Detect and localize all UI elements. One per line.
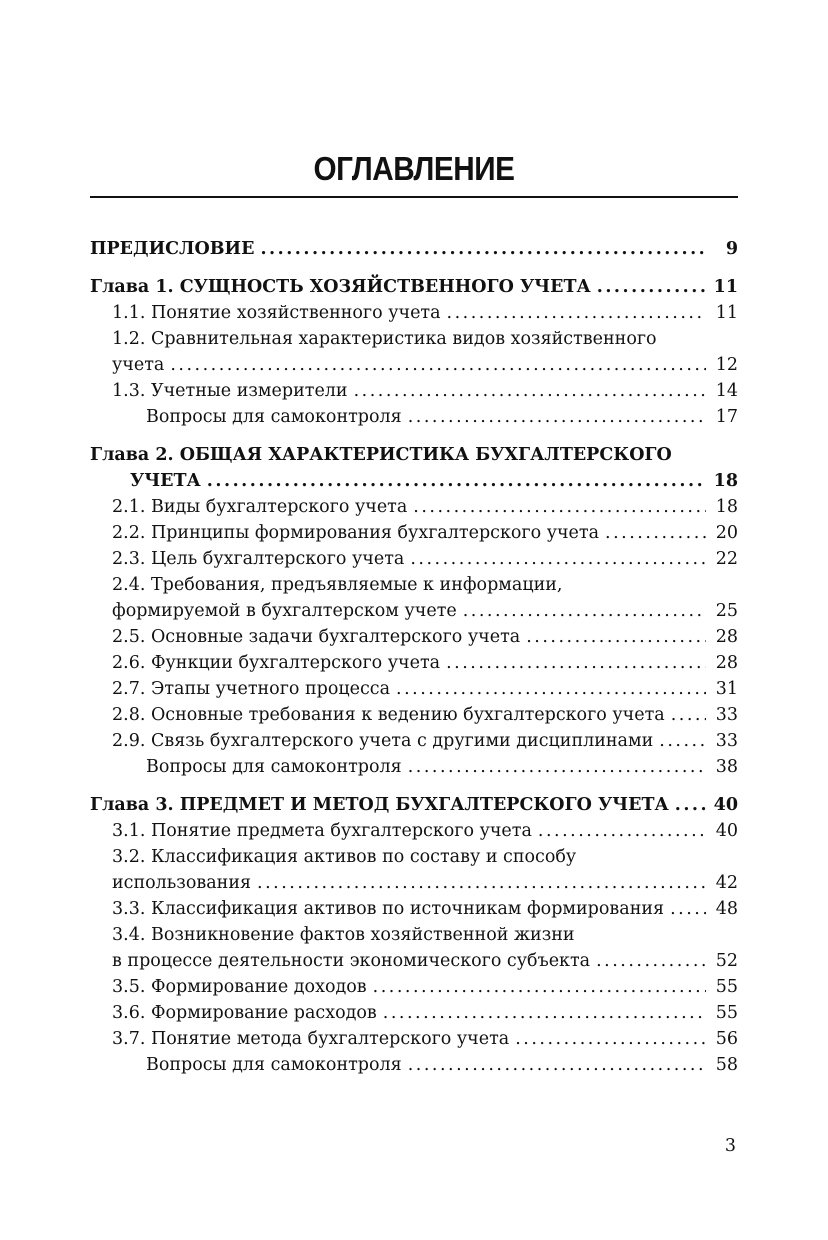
toc-section-entry[interactable] [112,650,738,676]
toc-section-entry[interactable] [112,378,738,404]
toc-entry-title-line: 3.1. Понятие предмета бухгалтерского учета [112,821,532,841]
toc-entry-title-line: 3.4. Возникновение фактов хозяйственной жизни [112,925,575,945]
toc-page-number: 9 [725,239,738,259]
toc-section-entry[interactable] [112,520,738,546]
toc-page-number: 25 [715,601,738,621]
dot-leader [671,702,706,728]
toc-questions-entry[interactable] [146,1052,738,1078]
toc-questions-entry[interactable] [146,754,738,780]
toc-chapter-entry[interactable] [90,792,738,818]
toc-section-entry[interactable] [112,572,738,624]
toc-section-entry[interactable] [112,728,738,754]
toc-entry-title-line: 1.2. Сравнительная характеристика видов хозяйственного [112,329,657,349]
dot-leader [410,546,706,572]
toc-questions-entry[interactable] [146,404,738,430]
toc-entry-title-line: 3.3. Классификация активов по источникам формирования [112,899,665,919]
toc-section-entry[interactable] [112,326,738,378]
toc-page-number: 52 [715,951,738,971]
dot-leader [257,870,706,896]
toc-page-number: 58 [715,1055,738,1075]
toc-entry-title-line: 3.7. Понятие метода бухгалтерского учета [112,1029,510,1049]
toc-entry-title-line: 2.2. Принципы формирования бухгалтерского учета [112,523,600,543]
dot-leader [408,404,706,430]
toc-page-number: 40 [713,795,738,815]
toc-entry-title-line: 3.6. Формирование расходов [112,1003,377,1023]
toc-chapter-entry[interactable] [90,442,738,494]
toc-entry-title-line: 2.5. Основные задачи бухгалтерского учета [112,627,521,647]
toc-entry-title-line: использования [112,873,252,893]
dot-leader [383,1000,706,1026]
toc-section-entry[interactable] [112,494,738,520]
toc-section-entry[interactable] [112,974,738,1000]
dot-leader [670,896,706,922]
toc-entry-title-line: 1.1. Понятие хозяйственного учета [112,303,441,323]
dot-leader [396,676,706,702]
toc-page-number: 55 [715,1003,738,1023]
toc-page-number: 18 [715,497,738,517]
dot-leader [413,494,706,520]
dot-leader [354,378,706,404]
toc-entry-title-line: 2.4. Требования, предъявляемые к информации, [112,575,563,595]
toc-entry-title-line: 3.2. Классификация активов по составу и способу [112,847,577,867]
toc-page-number: 55 [715,977,738,997]
dot-leader [675,792,706,818]
table-of-contents [90,236,738,1078]
toc-page-number: 42 [715,873,738,893]
dot-leader [538,818,706,844]
toc-entry-title-line: 2.8. Основные требования к ведению бухгалтерского учета [112,705,665,725]
toc-page-number: 40 [715,821,738,841]
toc-page-number: 38 [715,757,738,777]
page-title: ОГЛАВЛЕНИЕ [313,150,515,187]
toc-entry-title-line: формируемой в бухгалтерском учете [112,601,457,621]
toc-entry-title-line: Вопросы для самоконтроля [146,1055,402,1075]
toc-entry-title-line: 2.6. Функции бухгалтерского учета [112,653,441,673]
toc-entry-title-line: 2.3. Цель бухгалтерского учета [112,549,405,569]
toc-chapter-entry[interactable] [90,274,738,300]
dot-leader [463,598,706,624]
toc-page-number: 33 [715,705,738,725]
dot-leader [515,1026,706,1052]
toc-entry-title-line: в процессе деятельности экономического субъекта [112,951,591,971]
toc-section-entry[interactable] [112,896,738,922]
toc-entry-title-line: 2.9. Связь бухгалтерского учета с другими дисциплинами [112,731,654,751]
dot-leader [408,1052,706,1078]
toc-entry-title-line: 2.1. Виды бухгалтерского учета [112,497,408,517]
toc-section-entry[interactable] [112,922,738,974]
dot-leader [659,728,706,754]
toc-page-number: 20 [715,523,738,543]
toc-entry-title-line: 3.5. Формирование доходов [112,977,367,997]
toc-entry-title-line: Глава 2. ОБЩАЯ ХАРАКТЕРИСТИКА БУХГАЛТЕРСКОГО [90,445,672,465]
toc-page-number: 11 [715,303,738,323]
dot-leader [170,352,706,378]
toc-section-entry[interactable] [112,546,738,572]
page-number: 3 [724,1136,736,1156]
toc-page-number: 28 [715,653,738,673]
toc-section-entry[interactable] [112,676,738,702]
dot-leader [207,468,706,494]
toc-entry-title-line: 1.3. Учетные измерители [112,381,348,401]
dot-leader [596,948,706,974]
toc-section-entry[interactable] [112,1026,738,1052]
dot-leader [605,520,706,546]
toc-section-entry[interactable] [112,300,738,326]
toc-section-entry[interactable] [112,1000,738,1026]
toc-page-number: 33 [715,731,738,751]
dot-leader [408,754,706,780]
toc-entry-title-line: Глава 3. ПРЕДМЕТ И МЕТОД БУХГАЛТЕРСКОГО УЧЕТА [90,795,669,815]
toc-page-number: 11 [713,277,738,297]
toc-page-number: 48 [715,899,738,919]
dot-leader [260,236,706,262]
toc-entry-title-line: Вопросы для самоконтроля [146,757,402,777]
toc-page-number: 14 [715,381,738,401]
toc-entry-title-line: ПРЕДИСЛОВИЕ [90,239,255,259]
toc-entry-title-line: учета [112,355,165,375]
toc-page-number: 22 [715,549,738,569]
toc-page-number: 56 [715,1029,738,1049]
toc-entry-title-line: Глава 1. СУЩНОСТЬ ХОЗЯЙСТВЕННОГО УЧЕТА [90,277,591,297]
dot-leader [373,974,706,1000]
toc-chapter-entry[interactable] [90,236,738,262]
toc-section-entry[interactable] [112,818,738,844]
toc-entry-title-line: Вопросы для самоконтроля [146,407,402,427]
toc-section-entry[interactable] [112,844,738,896]
dot-leader [446,650,706,676]
toc-page-number: 17 [715,407,738,427]
title-divider [90,196,738,198]
toc-page-number: 31 [715,679,738,699]
toc-section-entry[interactable] [112,702,738,728]
toc-page-number: 28 [715,627,738,647]
toc-section-entry[interactable] [112,624,738,650]
toc-entry-title-line: УЧЕТА [130,471,201,491]
dot-leader [447,300,706,326]
toc-page-number: 12 [715,355,738,375]
toc-page-number: 18 [713,471,738,491]
dot-leader [597,274,706,300]
dot-leader [526,624,706,650]
toc-entry-title-line: 2.7. Этапы учетного процесса [112,679,391,699]
